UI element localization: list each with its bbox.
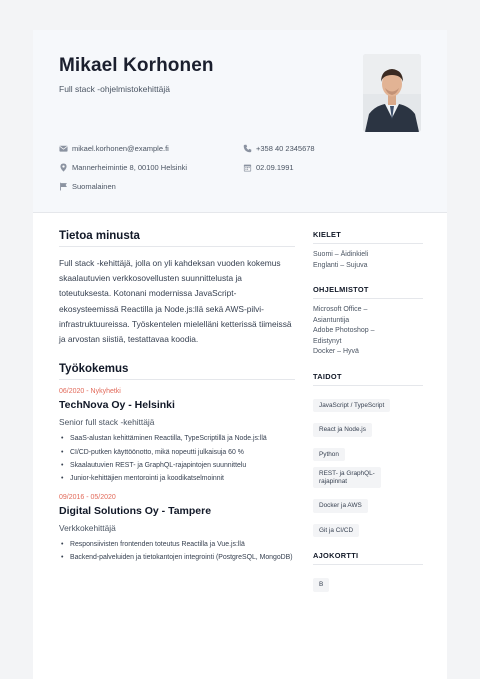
- job-period: 06/2020 - Nykyhetki: [59, 388, 121, 396]
- experience-title: Työkokemus: [59, 363, 295, 380]
- skills-tags: [313, 394, 423, 544]
- person-name: Mikael Korhonen: [59, 55, 214, 76]
- contact-address: [59, 163, 187, 172]
- software-item: Asiantuntija: [313, 316, 350, 324]
- mail-icon: [59, 144, 68, 153]
- phone-icon: [243, 144, 252, 153]
- skill-tag-line: REST- ja GraphQL-: [319, 470, 375, 477]
- software-title: OHJELMISTOT: [313, 285, 423, 299]
- skill-tag: Git ja CI/CD: [313, 524, 359, 538]
- job-period: 09/2016 - 05/2020: [59, 493, 116, 501]
- language-item: Suomi – Äidinkieli: [313, 251, 369, 258]
- resume-header: [33, 30, 447, 213]
- contact-email[interactable]: [59, 144, 169, 153]
- skills-title: TAIDOT: [313, 372, 423, 386]
- job-entry: [59, 388, 295, 484]
- contact-nationality: [59, 182, 116, 191]
- license-title: AJOKORTTI: [313, 551, 423, 565]
- job-entry: [59, 494, 295, 563]
- contact-birthdate: [243, 163, 294, 172]
- software-item: Microsoft Office –: [313, 306, 368, 313]
- job-company: TechNova Oy - Helsinki: [59, 399, 175, 412]
- contact-phone[interactable]: [243, 144, 315, 153]
- flag-icon: [59, 182, 68, 191]
- resume-page: [33, 30, 447, 679]
- job-bullet: • Responsiivisten frontenden toteutus Reactilla ja Vue.js:llä: [59, 540, 295, 549]
- software-item: Docker – Hyvä: [313, 348, 359, 355]
- about-text: Full stack -kehittäjä, jolla on yli kahdeksan vuoden kokemus skaalautuvien verkkosovellusten suunnittelusta ja toteutuksesta. Kotonani modernissa JavaScript-ekosysteemissä Reactilla ja Node.js:llä sekä AWS-pilvi-infrastruktuureissa. Työskentelen mielelläni ketterissä tiimeissä ja arvostan siistiä, testattavaa koodia.: [59, 258, 292, 345]
- skill-tag: [313, 467, 381, 488]
- skill-tag: Docker ja AWS: [313, 499, 368, 513]
- about-title: Tietoa minusta: [59, 230, 295, 247]
- contact-birthdate-text: 02.09.1991: [256, 163, 294, 172]
- job-role: Senior full stack -kehittäjä: [59, 417, 155, 428]
- job-bullets: [59, 540, 295, 563]
- job-role: Verkkokehittäjä: [59, 522, 116, 533]
- language-item: Englanti – Sujuva: [313, 261, 368, 269]
- job-bullets: [59, 434, 295, 484]
- job-bullet: • Junior-kehittäjien mentorointi ja koodikatselmoinnit: [59, 474, 295, 483]
- location-icon: [59, 163, 68, 172]
- languages-list: [313, 250, 423, 271]
- calendar-icon: [243, 163, 252, 172]
- skill-tag: JavaScript / TypeScript: [313, 399, 390, 413]
- software-item: Edistynyt: [313, 337, 342, 345]
- contact-email-text: mikael.korhonen@example.fi: [72, 144, 169, 153]
- license-tag: B: [313, 578, 329, 592]
- contact-phone-text: +358 40 2345678: [256, 144, 315, 153]
- skill-tag: Python: [313, 448, 345, 462]
- skill-tag-line: rajapinnat: [319, 477, 348, 485]
- software-list: [313, 305, 423, 358]
- job-bullet: • SaaS-alustan kehittäminen Reactilla, TypeScriptillä ja Node.js:llä: [59, 434, 295, 443]
- skill-tag: React ja Node.js: [313, 423, 372, 437]
- job-bullet: • Backend-palveluiden ja tietokantojen integrointi (PostgreSQL, MongoDB): [59, 553, 295, 562]
- job-bullet: • CI/CD-putken käyttöönotto, mikä nopeutti julkaisuja 60 %: [59, 448, 295, 457]
- profile-photo: [363, 54, 421, 132]
- sidebar-column: [313, 230, 423, 598]
- languages-title: KIELET: [313, 230, 423, 244]
- contact-address-text: Mannerheimintie 8, 00100 Helsinki: [72, 163, 188, 172]
- job-title: Full stack -ohjelmistokehittäjä: [59, 84, 171, 94]
- main-column: [59, 230, 295, 567]
- software-item: Adobe Photoshop –: [313, 327, 375, 334]
- license-tags: [313, 573, 423, 598]
- job-company: Digital Solutions Oy - Tampere: [59, 504, 212, 517]
- job-bullet: • Skaalautuvien REST- ja GraphQL-rajapintojen suunnittelu: [59, 461, 295, 470]
- contact-nationality-text: Suomalainen: [72, 182, 116, 191]
